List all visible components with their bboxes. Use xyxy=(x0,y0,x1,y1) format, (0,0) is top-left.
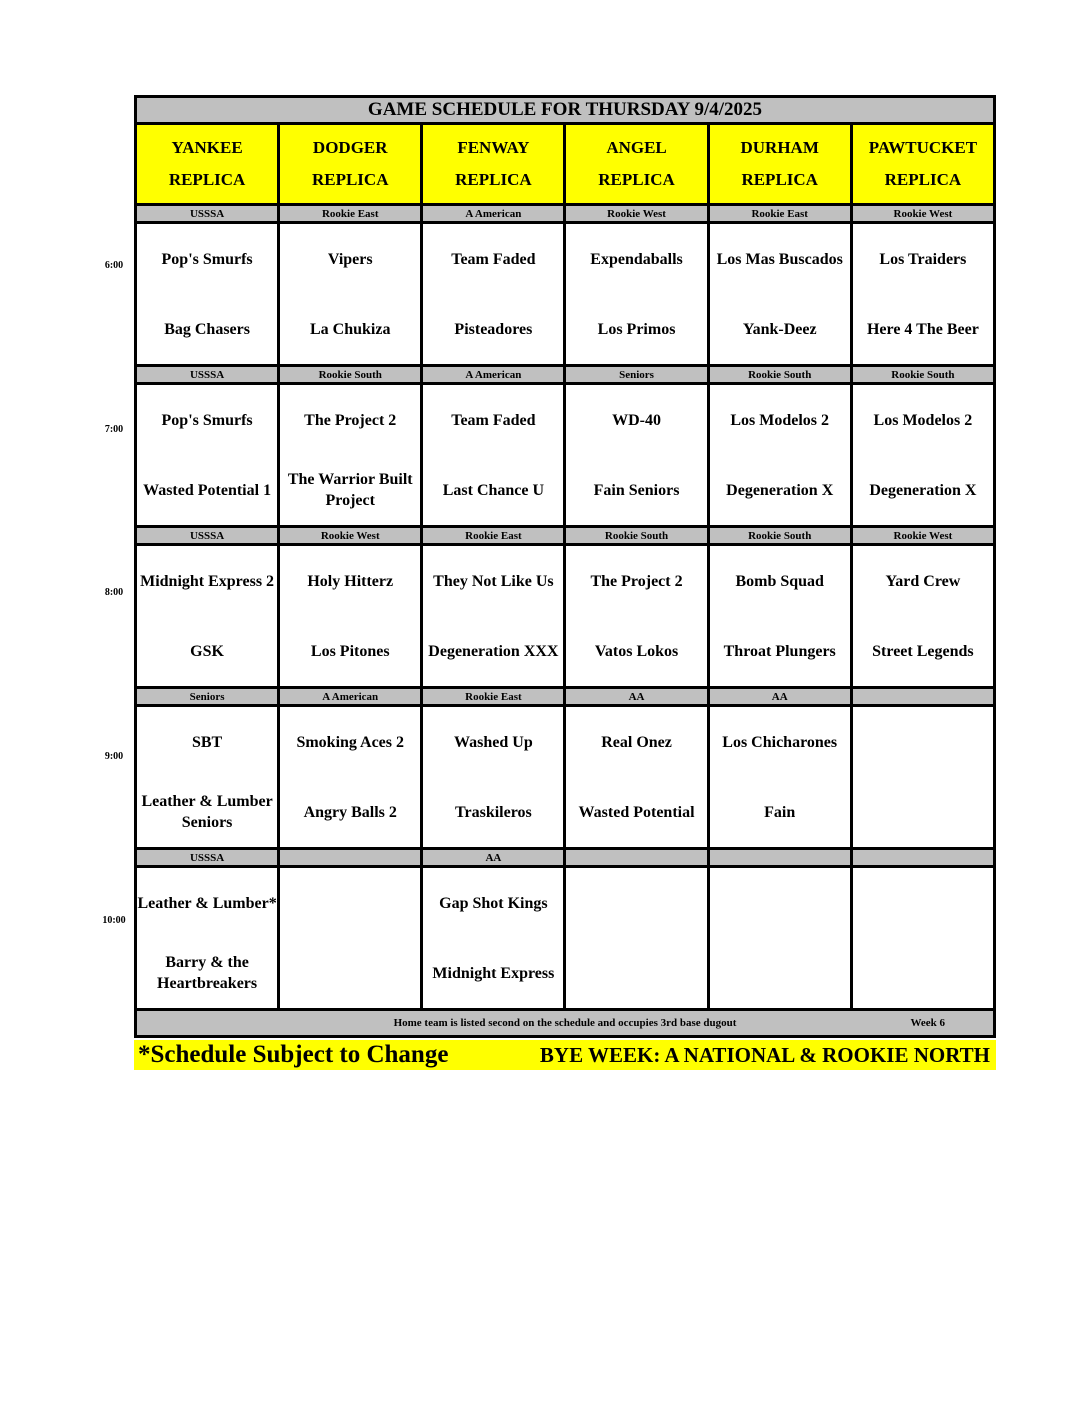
division-row xyxy=(136,688,995,706)
home-team-cell: Vatos Lokos xyxy=(565,616,708,688)
away-team-cell: Expendaballs xyxy=(565,223,708,295)
division-label: AA xyxy=(422,849,565,867)
home-team-cell xyxy=(279,938,422,1010)
home-team-cell: The Warrior Built Project xyxy=(279,455,422,527)
division-label xyxy=(851,688,994,706)
time-label: 10:00 xyxy=(102,915,126,926)
division-label: Rookie South xyxy=(708,366,851,384)
away-team-cell: Vipers xyxy=(279,223,422,295)
away-team-cell: The Project 2 xyxy=(279,384,422,456)
home-team-cell: Degeneration X xyxy=(708,455,851,527)
away-team-cell xyxy=(708,867,851,939)
home-team-cell: Fain Seniors xyxy=(565,455,708,527)
away-team-cell xyxy=(565,867,708,939)
division-label: Rookie West xyxy=(279,527,422,545)
home-team-cell: Wasted Potential 1 xyxy=(136,455,279,527)
away-team-cell: Pop's Smurfs xyxy=(136,223,279,295)
away-team-cell: Holy Hitterz xyxy=(279,545,422,617)
division-label: Rookie West xyxy=(851,205,994,223)
away-team-cell: Los Chicharones xyxy=(708,706,851,778)
home-team-cell: Degeneration XXX xyxy=(422,616,565,688)
home-team-cell: Bag Chasers xyxy=(136,294,279,366)
time-label: 7:00 xyxy=(104,424,124,435)
home-team-cell: GSK xyxy=(136,616,279,688)
notice-banner xyxy=(134,1040,996,1070)
bye-week-notice: BYE WEEK: A NATIONAL & ROOKIE NORTH xyxy=(539,1043,990,1067)
away-team-cell: Los Modelos 2 xyxy=(851,384,994,456)
home-team-cell: Midnight Express xyxy=(422,938,565,1010)
home-team-cell xyxy=(851,938,994,1010)
home-team-note: Home team is listed second on the schedule and occupies 3rd base dugout xyxy=(393,1017,737,1029)
away-team-cell: The Project 2 xyxy=(565,545,708,617)
field-name: DODGER xyxy=(312,138,388,157)
division-label: AA xyxy=(565,688,708,706)
home-team-cell: Here 4 The Beer xyxy=(851,294,994,366)
division-label xyxy=(851,849,994,867)
time-label: 6:00 xyxy=(104,260,124,271)
division-label: Rookie East xyxy=(422,688,565,706)
time-label: 8:00 xyxy=(104,587,124,598)
away-team-cell: SBT xyxy=(136,706,279,778)
home-team-cell: Throat Plungers xyxy=(708,616,851,688)
division-label: Rookie East xyxy=(422,527,565,545)
division-row xyxy=(136,366,995,384)
home-team-cell: La Chukiza xyxy=(279,294,422,366)
away-team-cell: Team Faded xyxy=(422,384,565,456)
division-label xyxy=(708,849,851,867)
division-label: Rookie West xyxy=(851,527,994,545)
away-team-cell: Gap Shot Kings xyxy=(422,867,565,939)
division-label: Rookie East xyxy=(708,205,851,223)
home-team-cell: Fain xyxy=(708,777,851,849)
field-subtitle: REPLICA xyxy=(884,170,962,189)
away-team-cell xyxy=(851,706,994,778)
division-label: Seniors xyxy=(136,688,279,706)
home-team-cell: Traskileros xyxy=(422,777,565,849)
away-team-cell: Los Modelos 2 xyxy=(708,384,851,456)
division-label: Rookie East xyxy=(279,205,422,223)
field-subtitle: REPLICA xyxy=(455,170,532,189)
away-team-cell: Smoking Aces 2 xyxy=(279,706,422,778)
division-label: Rookie South xyxy=(851,366,994,384)
home-team-cell xyxy=(851,777,994,849)
home-team-cell: Wasted Potential xyxy=(565,777,708,849)
division-label: Seniors xyxy=(565,366,708,384)
away-team-cell: Real Onez xyxy=(565,706,708,778)
division-label: Rookie South xyxy=(279,366,422,384)
division-label: A American xyxy=(279,688,422,706)
field-name: ANGEL xyxy=(606,138,667,157)
away-team-cell: Leather & Lumber* xyxy=(136,867,279,939)
division-label: USSSA xyxy=(136,849,279,867)
away-team-cell: Los Traiders xyxy=(851,223,994,295)
home-team-cell: Degeneration X xyxy=(851,455,994,527)
field-subtitle: REPLICA xyxy=(741,170,818,189)
home-team-cell xyxy=(708,938,851,1010)
division-label: USSSA xyxy=(136,205,279,223)
division-label: A American xyxy=(422,366,565,384)
division-row xyxy=(136,205,995,223)
away-team-row xyxy=(136,706,995,778)
field-header xyxy=(708,124,851,205)
home-team-cell: Barry & the Heartbreakers xyxy=(136,938,279,1010)
away-team-cell: Yard Crew xyxy=(851,545,994,617)
division-label xyxy=(565,849,708,867)
home-team-cell: Pisteadores xyxy=(422,294,565,366)
home-team-row xyxy=(136,455,995,527)
home-team-cell: Street Legends xyxy=(851,616,994,688)
schedule-table xyxy=(134,95,996,1038)
division-label: AA xyxy=(708,688,851,706)
schedule-change-notice: *Schedule Subject to Change xyxy=(138,1041,449,1068)
away-team-cell: Midnight Express 2 xyxy=(136,545,279,617)
away-team-row xyxy=(136,384,995,456)
field-name: YANKEE xyxy=(171,138,243,157)
home-team-row xyxy=(136,616,995,688)
title-row xyxy=(136,97,995,124)
division-row xyxy=(136,849,995,867)
home-team-cell xyxy=(565,938,708,1010)
home-team-cell: Angry Balls 2 xyxy=(279,777,422,849)
home-team-cell: Yank-Deez xyxy=(708,294,851,366)
footer-cell xyxy=(136,1010,995,1037)
division-label: Rookie South xyxy=(708,527,851,545)
away-team-cell xyxy=(851,867,994,939)
away-team-cell xyxy=(279,867,422,939)
home-team-cell: Los Pitones xyxy=(279,616,422,688)
schedule-sheet xyxy=(134,95,996,1070)
division-label: USSSA xyxy=(136,366,279,384)
away-team-cell: Los Mas Buscados xyxy=(708,223,851,295)
home-team-cell: Leather & Lumber Seniors xyxy=(136,777,279,849)
field-header xyxy=(851,124,994,205)
away-team-cell: WD-40 xyxy=(565,384,708,456)
division-label: A American xyxy=(422,205,565,223)
division-label: USSSA xyxy=(136,527,279,545)
division-label: Rookie West xyxy=(565,205,708,223)
week-label: Week 6 xyxy=(910,1017,945,1029)
away-team-cell: Team Faded xyxy=(422,223,565,295)
field-header xyxy=(422,124,565,205)
home-team-cell: Los Primos xyxy=(565,294,708,366)
field-header-row xyxy=(136,124,995,205)
field-header xyxy=(136,124,279,205)
schedule-title: GAME SCHEDULE FOR THURSDAY 9/4/2025 xyxy=(136,97,995,124)
footer-row xyxy=(136,1010,995,1037)
away-team-row xyxy=(136,223,995,295)
field-header xyxy=(565,124,708,205)
division-label: Rookie South xyxy=(565,527,708,545)
away-team-row xyxy=(136,867,995,939)
home-team-row xyxy=(136,938,995,1010)
home-team-row xyxy=(136,294,995,366)
field-subtitle: REPLICA xyxy=(598,170,675,189)
division-row xyxy=(136,527,995,545)
home-team-cell: Last Chance U xyxy=(422,455,565,527)
away-team-cell: Bomb Squad xyxy=(708,545,851,617)
field-name: FENWAY xyxy=(457,138,530,157)
field-name: DURHAM xyxy=(740,138,819,157)
division-label xyxy=(279,849,422,867)
field-subtitle: REPLICA xyxy=(311,170,389,189)
away-team-row xyxy=(136,545,995,617)
away-team-cell: Pop's Smurfs xyxy=(136,384,279,456)
time-label: 9:00 xyxy=(104,751,124,762)
field-header xyxy=(279,124,422,205)
field-name: PAWTUCKET xyxy=(868,138,978,157)
away-team-cell: Washed Up xyxy=(422,706,565,778)
home-team-row xyxy=(136,777,995,849)
away-team-cell: They Not Like Us xyxy=(422,545,565,617)
field-subtitle: REPLICA xyxy=(168,170,246,189)
